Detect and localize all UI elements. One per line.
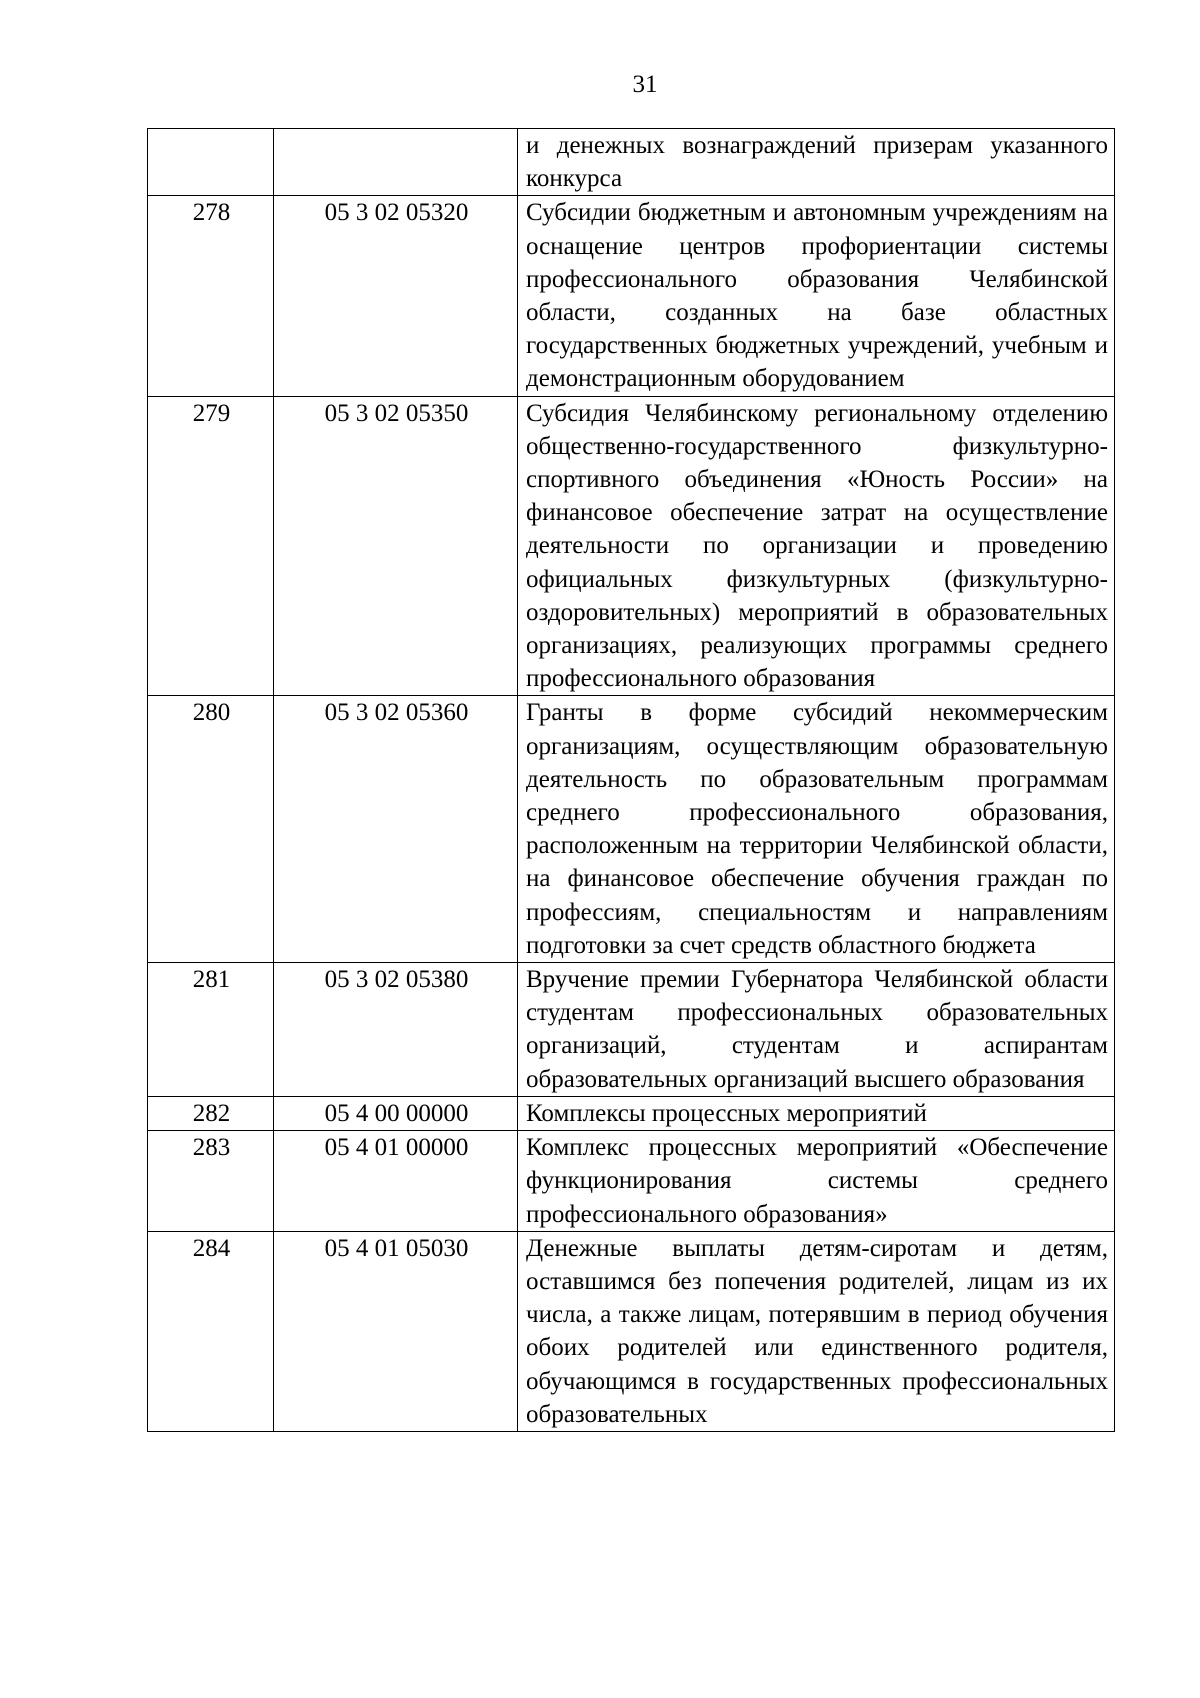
row-number: 281	[148, 963, 274, 1097]
row-number: 283	[148, 1131, 274, 1232]
row-number: 284	[148, 1231, 274, 1431]
page-number: 31	[632, 71, 658, 98]
budget-code: 05 3 02 05350	[274, 396, 518, 696]
table-row	[148, 1131, 1115, 1232]
row-description: Комплексы процессных мероприятий	[518, 1096, 1115, 1130]
budget-code: 05 3 02 05360	[274, 696, 518, 963]
budget-code	[274, 129, 518, 196]
table-row	[148, 396, 1115, 696]
row-description: Субсидия Челябинскому региональному отделению общественно-государственного физкультурно-спортивного объединения «Юность России» на финансовое обеспечение затрат на осуществление деятельности по организации и проведению официальных физкультурных (физкультурно-оздоровительных) мероприятий в образовательных организациях, реализующих программы среднего профессионального образования	[518, 396, 1115, 696]
table-row	[148, 1096, 1115, 1130]
row-number: 278	[148, 196, 274, 396]
budget-code: 05 4 01 00000	[274, 1131, 518, 1232]
row-description: Вручение премии Губернатора Челябинской области студентам профессиональных образовательных организаций, студентам и аспирантам образовательных организаций высшего образования	[518, 963, 1115, 1097]
row-number	[148, 129, 274, 196]
budget-code: 05 3 02 05320	[274, 196, 518, 396]
row-description: Субсидии бюджетным и автономным учреждениям на оснащение центров профориентации системы профессионального образования Челябинской области, созданных на базе областных государственных бюджетных учреждений, учебным и демонстрационным оборудованием	[518, 196, 1115, 396]
row-description: Денежные выплаты детям-сиротам и детям, оставшимся без попечения родителей, лицам из их числа, а также лицам, потерявшим в период обучения обоих родителей или единственного родителя, обучающимся в государственных профессиональных образовательных	[518, 1231, 1115, 1431]
table-row	[148, 963, 1115, 1097]
row-description: и денежных вознаграждений призерам указанного конкурса	[518, 129, 1115, 196]
budget-code-table	[147, 128, 1115, 1432]
table-row	[148, 696, 1115, 963]
row-number: 279	[148, 396, 274, 696]
row-number: 280	[148, 696, 274, 963]
table-row	[148, 1231, 1115, 1431]
table-row	[148, 129, 1115, 196]
budget-code: 05 3 02 05380	[274, 963, 518, 1097]
budget-code: 05 4 01 05030	[274, 1231, 518, 1431]
row-number: 282	[148, 1096, 274, 1130]
table-row	[148, 196, 1115, 396]
row-description: Гранты в форме субсидий некоммерческим организациям, осуществляющим образовательную деятельность по образовательным программам среднего профессионального образования, расположенным на территории Челябинской области, на финансовое обеспечение обучения граждан по профессиям, специальностям и направлениям подготовки за счет средств областного бюджета	[518, 696, 1115, 963]
budget-code: 05 4 00 00000	[274, 1096, 518, 1130]
row-description: Комплекс процессных мероприятий «Обеспечение функционирования системы среднего профессионального образования»	[518, 1131, 1115, 1232]
